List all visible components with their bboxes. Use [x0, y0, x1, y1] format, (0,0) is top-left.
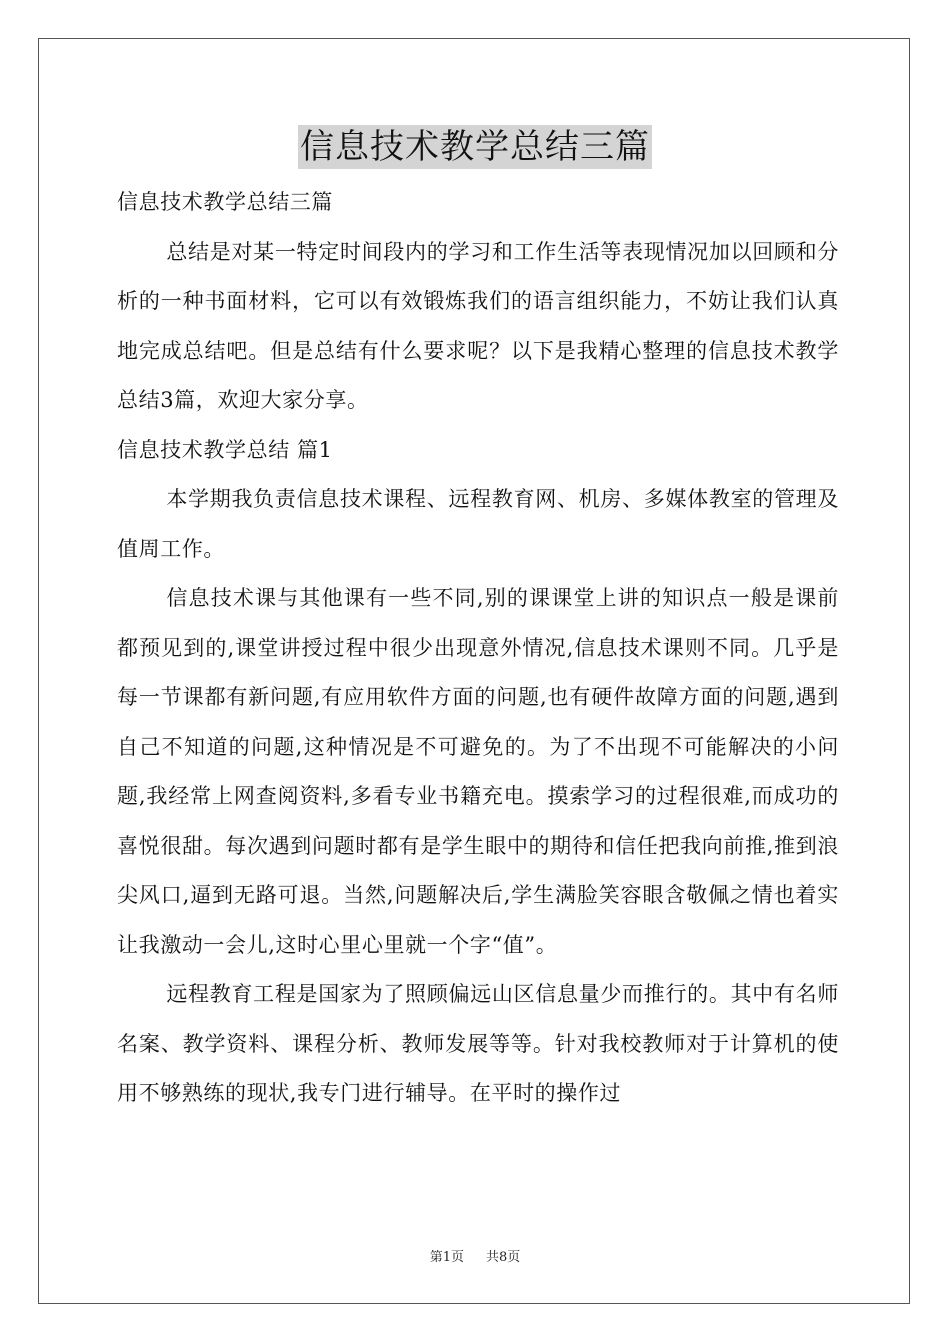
- paragraph-0: 信息技术教学总结三篇: [117, 190, 333, 214]
- document-title: 信息技术教学总结三篇: [300, 127, 650, 167]
- page-total: 共8页: [486, 1250, 521, 1265]
- paragraph-3: 本学期我负责信息技术课程、远程教育网、机房、多媒体教室的管理及值周工作。: [117, 487, 839, 561]
- section-heading-1: 信息技术教学总结 篇1: [117, 437, 333, 462]
- title-wrap: [0, 125, 950, 169]
- paragraph-4: 信息技术课与其他课有一些不同,别的课课堂上讲的知识点一般是课前都预见到的,课堂讲授过程中很少出现意外情况,信息技术课则不同。几乎是每一节课都有新问题,有应用软件方面的问题,也有硬件故障方面的问题,遇到自己不知道的问题,这种情况是不可避免的。为了不出现不可能解决的小问题,我经常上网查阅资料,多看专业书籍充电。摸索学习的过程很难,而成功的喜悦很甜。每次遇到问题时都有是学生眼中的期待和信任把我向前推,推到浪尖风口,逼到无路可退。当然,问题解决后,学生满脸笑容眼含敬佩之情也着实让我激动一会儿,这时心里心里就一个字“值”。: [117, 586, 839, 957]
- page-footer: [0, 1246, 950, 1265]
- document-body: [117, 178, 839, 1119]
- page-number: 第1页: [429, 1250, 464, 1265]
- paragraph-5: 远程教育工程是国家为了照顾偏远山区信息量少而推行的。其中有名师名案、教学资料、课程分析、教师发展等等。针对我校教师对于计算机的使用不够熟练的现状,我专门进行辅导。在平时的操作过: [117, 982, 839, 1105]
- paragraph-1: 总结是对某一特定时间段内的学习和工作生活等表现情况加以回顾和分析的一种书面材料，它可以有效锻炼我们的语言组织能力，不妨让我们认真地完成总结吧。但是总结有什么要求呢？以下是我精心整理的信息技术教学总结3篇，欢迎大家分享。: [117, 239, 839, 412]
